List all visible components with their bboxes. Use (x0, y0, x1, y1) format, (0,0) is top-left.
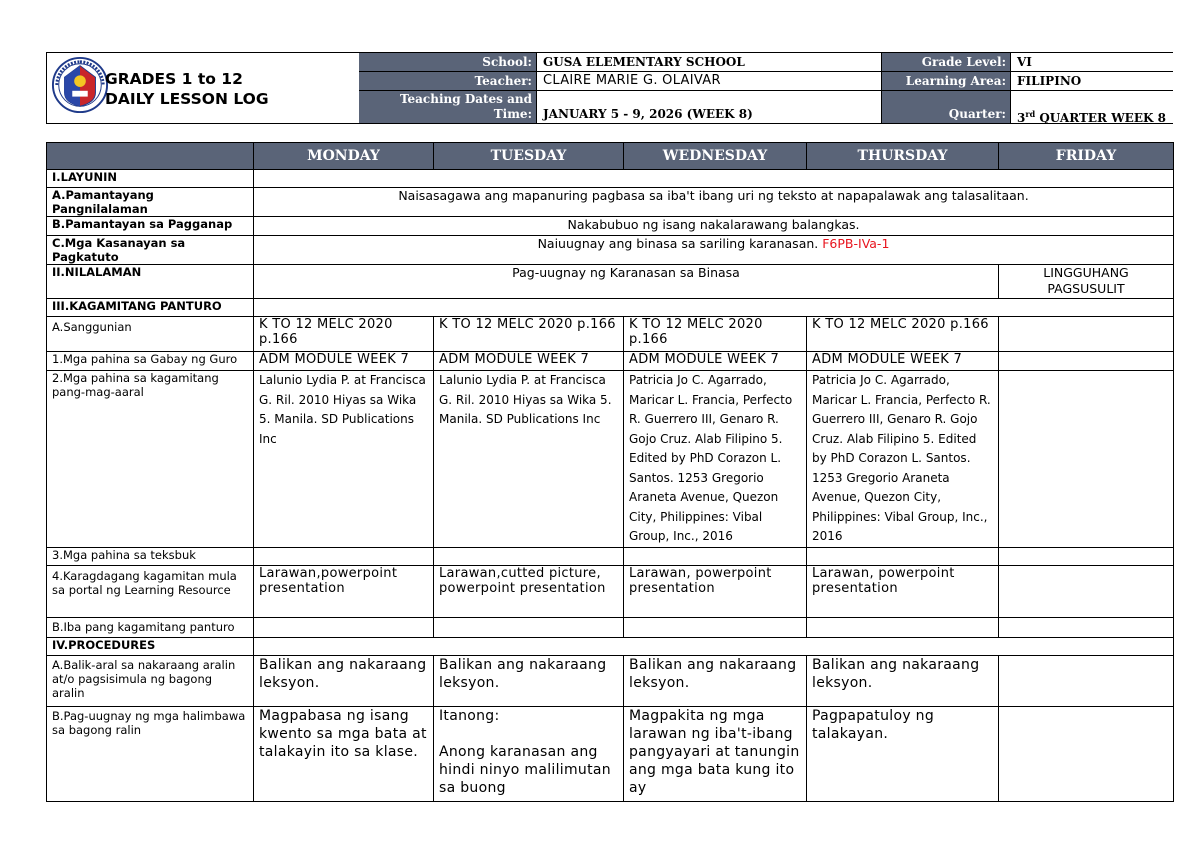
row-label-procedures: IV.PROCEDURES (47, 637, 254, 655)
row-label-teksbuk: 3.Mga pahina sa teksbuk (47, 547, 254, 565)
mag-aaral-thursday: Patricia Jo C. Agarrado, Maricar L. Francia, Perfecto R. Guerrero III, Genaro R. Gojo Cruz. Alab Filipino 5. Edited by PhD Corazon L. Santos. 1253 Gregorio Araneta Avenue, Quezon City, Philippines: Vibal Group, Inc., 2016 (807, 371, 999, 548)
pag-uugnay-tuesday-line-2: Anong karanasan ang hindi ninyo malilimutan sa buong (439, 743, 611, 796)
nilalaman-friday: LINGGUHANG PAGSUSULIT (999, 265, 1174, 299)
row-label-iba-pang: B.Iba pang kagamitang panturo (47, 617, 254, 637)
row-label-balik-aral: A.Balik-aral sa nakaraang aralin at/o pagsisimula ng bagong aralin (47, 655, 254, 706)
learning-area-label: Learning Area: (882, 72, 1011, 91)
sanggunian-tuesday: K TO 12 MELC 2020 p.166 (434, 317, 624, 352)
karagdagang-thursday: Larawan, powerpoint presentation (807, 565, 999, 617)
quarter-value (1011, 91, 1173, 123)
row-label-sanggunian: A.Sanggunian (47, 317, 254, 352)
row-label-pag-uugnay: B.Pag-uugnay ng mga halimbawa sa bagong ralin (47, 706, 254, 801)
sanggunian-wednesday: K TO 12 MELC 2020 p.166 (624, 317, 807, 352)
daily-lesson-table (46, 142, 1173, 802)
teksbuk-friday (999, 547, 1174, 565)
row-label-kagamitang-mag-aaral: 2.Mga pahina sa kagamitang pang-mag-aaral (47, 371, 254, 548)
teksbuk-thursday (807, 547, 999, 565)
pag-uugnay-thursday: Pagpapatuloy ng talakayan. (807, 706, 999, 801)
row-label-kasanayan: C.Mga Kasanayan sa Pagkatuto (47, 236, 254, 265)
karagdagang-monday: Larawan,powerpoint presentation (254, 565, 434, 617)
kasanayan-text: Naiuugnay ang binasa sa sariling karanasan. (537, 236, 823, 251)
karagdagang-tuesday: Larawan,cutted picture, powerpoint presentation (434, 565, 624, 617)
iba-pang-monday (254, 617, 434, 637)
school-label: School: (359, 53, 537, 72)
quarter-number: 3 (1017, 111, 1026, 125)
melc-code: F6PB-IVa-1 (822, 236, 890, 251)
school-value: GUSA ELEMENTARY SCHOOL (537, 53, 882, 72)
procedures-cell (254, 637, 1174, 655)
balik-aral-wednesday: Balikan ang nakaraang leksyon. (624, 655, 807, 706)
sanggunian-friday (999, 317, 1174, 352)
sanggunian-thursday: K TO 12 MELC 2020 p.166 (807, 317, 999, 352)
layunin-cell (254, 170, 1174, 188)
balik-aral-friday (999, 655, 1174, 706)
day-wednesday: WEDNESDAY (624, 143, 807, 170)
sanggunian-monday: K TO 12 MELC 2020 p.166 (254, 317, 434, 352)
iba-pang-tuesday (434, 617, 624, 637)
table-row (47, 317, 1174, 352)
table-row (47, 299, 1174, 317)
gabay-wednesday: ADM MODULE WEEK 7 (624, 352, 807, 371)
pag-uugnay-tuesday (434, 706, 624, 801)
mag-aaral-monday: Lalunio Lydia P. at Francisca G. Ril. 2010 Hiyas sa Wika 5. Manila. SD Publications Inc (254, 371, 434, 548)
pamantayan-pagganap-text: Nakabubuo ng isang nakalarawang balangkas. (254, 217, 1174, 236)
teacher-label: Teacher: (359, 72, 537, 91)
table-row (47, 637, 1174, 655)
balik-aral-monday: Balikan ang nakaraang leksyon. (254, 655, 434, 706)
mag-aaral-tuesday: Lalunio Lydia P. at Francisca G. Ril. 2010 Hiyas sa Wika 5. Manila. SD Publications Inc (434, 371, 624, 548)
iba-pang-friday (999, 617, 1174, 637)
iba-pang-thursday (807, 617, 999, 637)
kagamitan-cell (254, 299, 1174, 317)
table-row (47, 170, 1174, 188)
table-row (47, 236, 1174, 265)
row-label-gabay: 1.Mga pahina sa Gabay ng Guro (47, 352, 254, 371)
iba-pang-wednesday (624, 617, 807, 637)
kasanayan-cell (254, 236, 1174, 265)
row-label-karagdagang: 4.Karagdagang kagamitan mula sa portal ng Learning Resource (47, 565, 254, 617)
pag-uugnay-wednesday: Magpakita ng mga larawan ng iba't-ibang pangyayari at tanungin ang mga bata kung ito ay (624, 706, 807, 801)
table-row (47, 565, 1174, 617)
teaching-dates-value: JANUARY 5 - 9, 2026 (WEEK 8) (537, 91, 882, 123)
quarter-text: QUARTER WEEK 8 (1035, 111, 1166, 125)
row-label-nilalaman: II.NILALAMAN (47, 265, 254, 299)
teacher-value: CLAIRE MARIE G. OLAIVAR (537, 72, 882, 91)
day-tuesday: TUESDAY (434, 143, 624, 170)
teaching-dates-label-line-1: Teaching Dates and (399, 92, 532, 106)
teksbuk-wednesday (624, 547, 807, 565)
row-label-kagamitan: III.KAGAMITANG PANTURO (47, 299, 254, 317)
learning-area-value: FILIPINO (1011, 72, 1173, 91)
quarter-label: Quarter: (882, 91, 1011, 123)
gabay-thursday: ADM MODULE WEEK 7 (807, 352, 999, 371)
grade-level-label: Grade Level: (882, 53, 1011, 72)
table-row (47, 655, 1174, 706)
row-label-layunin: I.LAYUNIN (47, 170, 254, 188)
day-header-row (47, 143, 1174, 170)
pag-uugnay-tuesday-line-1: Itanong: (439, 707, 500, 724)
table-row (47, 371, 1174, 548)
pag-uugnay-friday (999, 706, 1174, 801)
row-label-pamantayan-pagganap: B.Pamantayan sa Pagganap (47, 217, 254, 236)
balik-aral-thursday: Balikan ang nakaraang leksyon. (807, 655, 999, 706)
teaching-dates-label-line-2: Time: (493, 107, 532, 121)
header-title-block (47, 53, 360, 123)
pag-uugnay-monday: Magpabasa ng isang kwento sa mga bata at talakayin ito sa klase. (254, 706, 434, 801)
teksbuk-monday (254, 547, 434, 565)
balik-aral-tuesday: Balikan ang nakaraang leksyon. (434, 655, 624, 706)
gabay-tuesday: ADM MODULE WEEK 7 (434, 352, 624, 371)
table-row (47, 706, 1174, 801)
day-thursday: THURSDAY (807, 143, 999, 170)
teksbuk-tuesday (434, 547, 624, 565)
karagdagang-wednesday: Larawan, powerpoint presentation (624, 565, 807, 617)
day-friday: FRIDAY (999, 143, 1174, 170)
title-line-1: GRADES 1 to 12 (105, 70, 243, 88)
day-header-blank (47, 143, 254, 170)
karagdagang-friday (999, 565, 1174, 617)
quarter-suffix: rd (1025, 109, 1036, 119)
day-monday: MONDAY (254, 143, 434, 170)
pamantayang-pangnilalaman-text: Naisasagawa ang mapanuring pagbasa sa iba't ibang uri ng teksto at napapalawak ang talasalitaan. (254, 188, 1174, 217)
table-row (47, 217, 1174, 236)
mag-aaral-friday (999, 371, 1174, 548)
table-row (47, 352, 1174, 371)
page-title (105, 69, 269, 109)
nilalaman-text: Pag-uugnay ng Karanasan sa Binasa (254, 265, 999, 299)
deped-seal-icon (51, 56, 109, 114)
gabay-monday: ADM MODULE WEEK 7 (254, 352, 434, 371)
table-row (47, 188, 1174, 217)
table-row (47, 547, 1174, 565)
lesson-log-header (46, 52, 1173, 124)
gabay-friday (999, 352, 1174, 371)
table-row (47, 265, 1174, 299)
grade-level-value: VI (1011, 53, 1173, 72)
row-label-pamantayang-pangnilalaman: A.Pamantayang Pangnilalaman (47, 188, 254, 217)
table-row (47, 617, 1174, 637)
teaching-dates-label (359, 91, 537, 123)
mag-aaral-wednesday: Patricia Jo C. Agarrado, Maricar L. Francia, Perfecto R. Guerrero III, Genaro R. Gojo Cruz. Alab Filipino 5. Edited by PhD Corazon L. Santos. 1253 Gregorio Araneta Avenue, Quezon City, Philippines: Vibal Group, Inc., 2016 (624, 371, 807, 548)
title-line-2: DAILY LESSON LOG (105, 90, 269, 108)
